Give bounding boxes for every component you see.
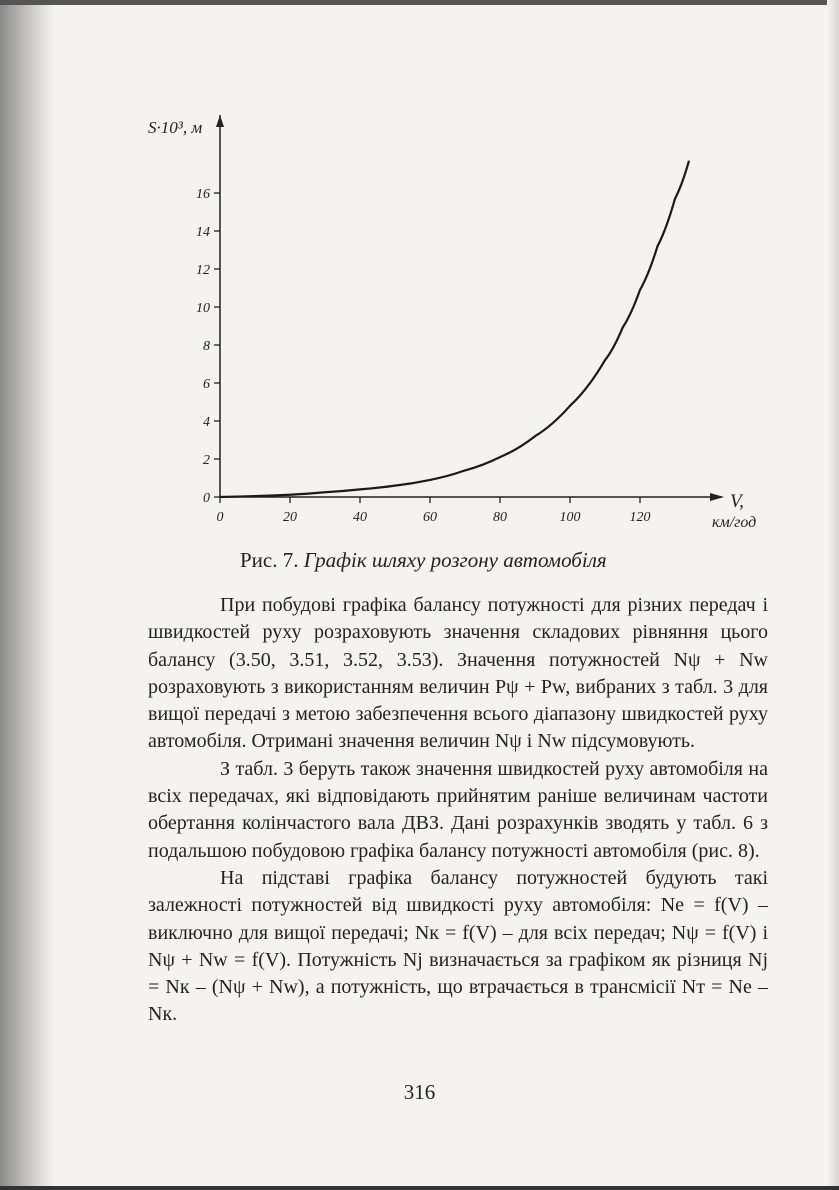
paragraph: На підставі графіка балансу потужностей будують такі залежності потужностей від швидкості руху автомобіля: Ne = f(V) – виключно для вищої передачі; Nк = f(V) – для всіх передач; Nψ = f(V) і Nψ + Nw = f(V). Потужність Nj визначається за графіком як різниця Nj = Nк – (Nψ + Nw), а потужність, що втрачається в трансмісії Nт = Ne – Nк. (148, 866, 768, 1026)
x-tick-label: 120 (629, 510, 651, 525)
page-number: 316 (403, 1080, 436, 1104)
page-bottom-edge (0, 1186, 839, 1190)
y-tick-label: 8 (203, 339, 210, 354)
chart-axes (216, 115, 724, 501)
y-tick-label: 2 (203, 453, 210, 468)
x-tick-label: 80 (493, 510, 507, 525)
y-tick-label: 16 (196, 187, 210, 202)
x-axis-unit: км/год (712, 514, 757, 531)
x-tick-label: 0 (216, 510, 224, 525)
figure-caption (240, 548, 607, 573)
y-tick-label: 14 (196, 225, 210, 240)
x-tick-label: 60 (423, 510, 437, 525)
page-right-edge (827, 0, 839, 1190)
page-top-edge (0, 0, 839, 5)
distance-chart (130, 95, 780, 540)
y-tick-label: 12 (196, 263, 210, 278)
y-axis-label: S·10³, м (148, 118, 203, 137)
x-tick-label: 100 (559, 510, 581, 525)
page-gutter-shadow (0, 0, 55, 1190)
body-text (148, 592, 768, 1029)
y-tick-label: 0 (203, 491, 210, 506)
x-axis-label: V, (730, 491, 744, 512)
y-ticks (196, 187, 220, 506)
paragraph: При побудові графіка балансу потужності для різних передач і швидкостей руху розраховують значення складових рівняння цього балансу (3.50, 3.51, 3.52, 3.53). Значення потужностей Nψ + Nw розраховують з використанням величин Pψ + Pw, вибраних з табл. 3 для вищої передачі з метою забезпечення всього діапазону швидкостей руху автомобіля. Отримані значення величин Nψ і Nw підсумовують. (148, 594, 768, 753)
series-line (220, 161, 689, 497)
y-tick-label: 4 (203, 415, 210, 430)
x-tick-label: 40 (353, 510, 367, 525)
x-tick-label: 20 (283, 510, 297, 525)
y-tick-label: 6 (203, 377, 210, 392)
caption-title: Графік шляху розгону автомобіля (303, 548, 607, 572)
y-tick-label: 10 (196, 301, 210, 316)
paragraph: З табл. 3 беруть також значення швидкостей руху автомобіля на всіх передачах, які відповідають прийнятим раніше величинам частоти обертання колінчастого вала ДВЗ. Дані розрахунків зводять у табл. 6 з подальшою побудовою графіка балансу потужності автомобіля (рис. 8). (148, 757, 768, 862)
x-ticks (217, 497, 651, 525)
caption-prefix: Рис. 7. (240, 548, 304, 572)
x-axis-arrow (710, 493, 724, 501)
y-axis-arrow (216, 115, 224, 127)
